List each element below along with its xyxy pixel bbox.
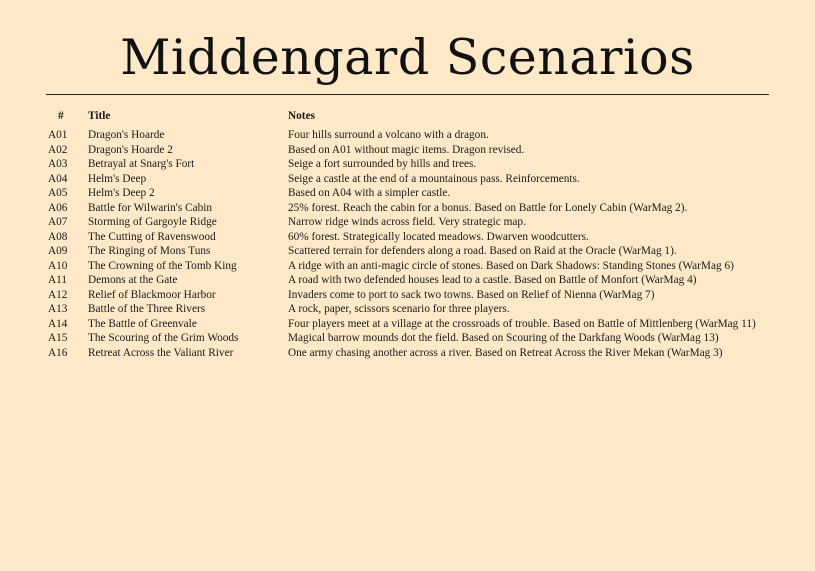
scenario-id: A05 [48, 187, 68, 199]
table-row [0, 186, 815, 201]
scenario-notes: 60% forest. Strategically located meadows. Dwarven woodcutters. [288, 230, 589, 243]
table-body [0, 128, 815, 360]
scenario-id: A13 [48, 303, 68, 315]
scenario-id: A07 [48, 216, 68, 228]
scenario-title: Dragon's Hoarde 2 [88, 143, 173, 156]
scenario-title: The Cutting of Ravenswood [88, 230, 216, 243]
scenario-notes: Scattered terrain for defenders along a road. Based on Raid at the Oracle (WarMag 1). [288, 245, 677, 257]
table-row [0, 259, 815, 274]
column-header-notes: Notes [288, 110, 315, 122]
table-row [0, 273, 815, 288]
scenario-title: Betrayal at Snarg's Fort [88, 158, 195, 170]
scenario-id: A02 [48, 143, 68, 156]
page-title: Middengard Scenarios [120, 29, 695, 86]
scenario-notes: Seige a castle at the end of a mountainous pass. Reinforcements. [288, 172, 580, 185]
scenario-notes: Four hills surround a volcano with a dragon. [288, 129, 489, 141]
scenario-id: A14 [48, 317, 68, 330]
table-row [0, 143, 815, 158]
scenario-id: A01 [48, 129, 68, 141]
title-divider [46, 94, 769, 95]
table-row [0, 172, 815, 187]
table-row [0, 128, 815, 143]
scenario-title: Battle for Wilwarin's Cabin [88, 201, 213, 214]
scenario-title: Battle of the Three Rivers [88, 303, 206, 315]
scenario-title: Demons at the Gate [88, 274, 178, 286]
table-row [0, 331, 815, 346]
scenario-title: Relief of Blackmoor Harbor [88, 288, 216, 301]
scenario-id: A09 [48, 245, 68, 257]
scenario-title: Dragon's Hoarde [88, 129, 165, 141]
table-row [0, 215, 815, 230]
table-row [0, 244, 815, 259]
table-row [0, 288, 815, 303]
scenario-title: The Scouring of the Grim Woods [88, 332, 239, 344]
scenario-id: A16 [48, 346, 68, 359]
scenario-title: Helm's Deep [88, 172, 147, 185]
scenario-id: A11 [48, 274, 68, 286]
scenario-title: The Crowning of the Tomb King [88, 259, 237, 272]
scenario-notes: Four players meet at a village at the crossroads of trouble. Based on Battle of Mittlenberg (WarMag 11) [288, 317, 756, 330]
scenario-notes: Seige a fort surrounded by hills and trees. [288, 158, 477, 170]
table-row [0, 317, 815, 332]
scenario-notes: Magical barrow mounds dot the field. Based on Scouring of the Darkfang Woods (WarMag 13) [288, 332, 719, 344]
table-row [0, 346, 815, 361]
scenario-notes: Based on A01 without magic items. Dragon revised. [288, 143, 525, 156]
table-header-row [0, 109, 815, 128]
table-row [0, 157, 815, 172]
scenario-id: A10 [48, 259, 68, 272]
scenario-title: The Battle of Greenvale [88, 317, 197, 330]
column-header-number: # [58, 110, 64, 122]
scenario-notes: One army chasing another across a river. Based on Retreat Across the River Mekan (WarMag 3) [288, 346, 723, 359]
scenario-id: A12 [48, 288, 68, 301]
scenario-title: The Ringing of Mons Tuns [88, 245, 211, 257]
scenario-notes: Narrow ridge winds across field. Very strategic map. [288, 216, 526, 228]
scenario-title: Storming of Gargoyle Ridge [88, 216, 217, 228]
scenario-notes: A ridge with an anti-magic circle of stones. Based on Dark Shadows: Standing Stones (WarMag 6) [288, 259, 734, 272]
scenario-notes: Based on A04 with a simpler castle. [288, 187, 451, 199]
scenario-id: A03 [48, 158, 68, 170]
scenario-id: A04 [48, 172, 68, 185]
scenario-title: Helm's Deep 2 [88, 187, 155, 199]
scenario-id: A08 [48, 230, 68, 243]
table-row [0, 201, 815, 216]
scenario-notes: A road with two defended houses lead to a castle. Based on Battle of Monfort (WarMag 4) [288, 274, 697, 286]
scenario-notes: Invaders come to port to sack two towns. Based on Relief of Nienna (WarMag 7) [288, 288, 655, 301]
scenario-table [0, 109, 815, 360]
scenario-title: Retreat Across the Valiant River [88, 346, 234, 359]
scenario-id: A06 [48, 201, 68, 214]
scenario-notes: A rock, paper, scissors scenario for three players. [288, 303, 510, 315]
scenario-id: A15 [48, 332, 68, 344]
table-row [0, 230, 815, 245]
scenario-notes: 25% forest. Reach the cabin for a bonus. Based on Battle for Lonely Cabin (WarMag 2). [288, 201, 688, 214]
table-row [0, 302, 815, 317]
column-header-title: Title [88, 110, 111, 122]
